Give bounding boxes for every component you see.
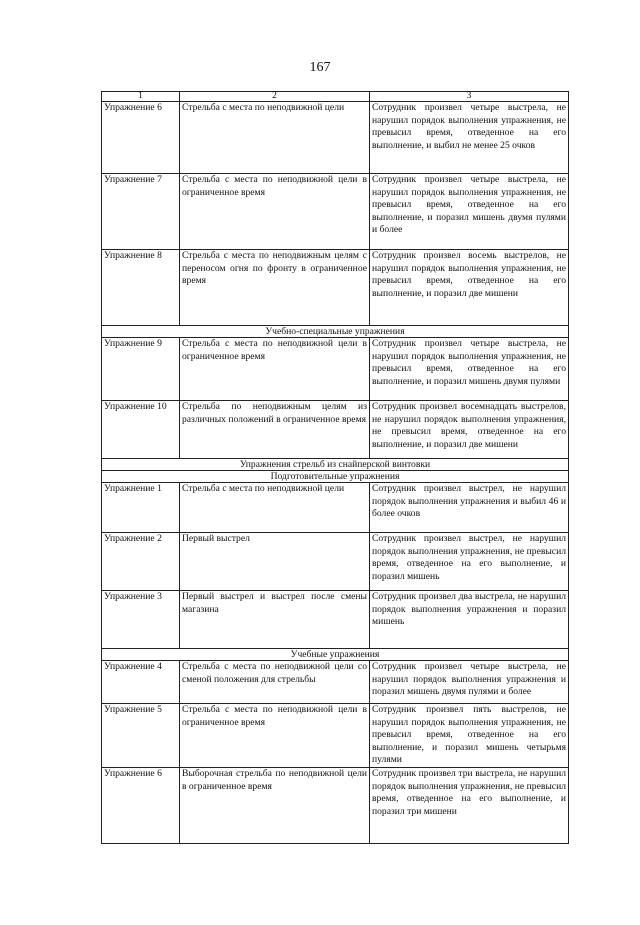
exercise-name: Упражнение 3	[102, 591, 180, 649]
exercise-description: Стрельба с места по неподвижной цели со сменой положения для стрельбы	[180, 661, 370, 704]
exercise-criteria: Сотрудник произвел четыре выстрела, не нарушил порядок выполнения упражнения, не превысил время, отведенное на его выполнение, и поразил мишень двумя пулями	[370, 338, 569, 401]
section-title: Учебные упражнения	[102, 649, 569, 661]
exercise-criteria: Сотрудник произвел выстрел, не нарушил порядок выполнения упражнения и выбил 46 и более очков	[370, 483, 569, 533]
exercise-description: Стрельба с места по неподвижной цели в ограниченное время	[180, 338, 370, 401]
column-number: 2	[180, 92, 370, 102]
exercise-description: Выборочная стрельба по неподвижной цели в ограниченное время	[180, 767, 370, 843]
exercise-name: Упражнение 2	[102, 533, 180, 591]
exercise-name: Упражнение 1	[102, 483, 180, 533]
table-row	[102, 338, 569, 401]
exercise-name: Упражнение 8	[102, 250, 180, 326]
exercise-name: Упражнение 4	[102, 661, 180, 704]
table-row	[102, 174, 569, 250]
exercise-description: Первый выстрел и выстрел после смены магазина	[180, 591, 370, 649]
section-title: Учебно-специальные упражнения	[102, 326, 569, 338]
exercise-description: Стрельба по неподвижным целям из различных положений в ограниченное время	[180, 401, 370, 459]
column-number-row	[102, 92, 569, 102]
exercise-criteria: Сотрудник произвел четыре выстрела, не нарушил порядок выполнения упражнения, не превысил время, отведенное на его выполнение, и поразил мишень двумя пулями и более	[370, 174, 569, 250]
exercise-criteria: Сотрудник произвел четыре выстрела, не нарушил порядок выполнения упражнения, не превысил время, отведенное на его выполнение, и выбил не менее 25 очков	[370, 102, 569, 174]
table-row	[102, 483, 569, 533]
exercise-name: Упражнение 9	[102, 338, 180, 401]
exercise-description: Стрельба с места по неподвижной цели в ограниченное время	[180, 174, 370, 250]
exercise-criteria: Сотрудник произвел пять выстрелов, не нарушил порядок выполнения упражнения, не превысил время, отведенное на его выполнение, и поразил мишень четырьмя пулями	[370, 704, 569, 768]
table-row	[102, 704, 569, 768]
exercise-table	[101, 91, 569, 844]
exercise-description: Стрельба с места по неподвижной цели	[180, 483, 370, 533]
table-row	[102, 533, 569, 591]
exercise-criteria: Сотрудник произвел три выстрела, не нарушил порядок выполнения упражнения, не превысил время, отведенное на его выполнение, и поразил три мишени	[370, 767, 569, 843]
exercise-criteria: Сотрудник произвел четыре выстрела, не нарушил порядок выполнения упражнения и поразил мишень двумя пулями и более	[370, 661, 569, 704]
column-number: 3	[370, 92, 569, 102]
section-title: Подготовительные упражнения	[102, 471, 569, 483]
section-title: Упражнения стрельб из снайперской винтовки	[102, 459, 569, 471]
table-row	[102, 591, 569, 649]
table-row	[102, 661, 569, 704]
column-number: 1	[102, 92, 180, 102]
exercise-description: Стрельба с места по неподвижным целям с переносом огня по фронту в ограниченное время	[180, 250, 370, 326]
exercise-criteria: Сотрудник произвел восемь выстрелов, не нарушил порядок выполнения упражнения, не превысил время, отведенное на его выполнение, и поразил две мишени	[370, 250, 569, 326]
exercise-name: Упражнение 5	[102, 704, 180, 768]
exercise-name: Упражнение 10	[102, 401, 180, 459]
exercise-name: Упражнение 6	[102, 767, 180, 843]
page-number: 167	[309, 60, 331, 75]
exercise-description: Стрельба с места по неподвижной цели в ограниченное время	[180, 704, 370, 768]
table-row	[102, 401, 569, 459]
exercise-criteria: Сотрудник произвел два выстрела, не нарушил порядок выполнения упражнения и поразил мишень	[370, 591, 569, 649]
exercise-description: Первый выстрел	[180, 533, 370, 591]
exercise-name: Упражнение 6	[102, 102, 180, 174]
exercise-criteria: Сотрудник произвел выстрел, не нарушил порядок выполнения упражнения, не превысил время, отведенное на его выполнение, и поразил мишень	[370, 533, 569, 591]
section-header-row	[102, 649, 569, 661]
section-header-row	[102, 471, 569, 483]
table-row	[102, 250, 569, 326]
exercise-description: Стрельба с места по неподвижной цели	[180, 102, 370, 174]
section-header-row	[102, 326, 569, 338]
exercise-criteria: Сотрудник произвел восемнадцать выстрелов, не нарушил порядок выполнения упражнения, не превысил время, отведенное на его выполнение, и поразил две мишени	[370, 401, 569, 459]
exercise-name: Упражнение 7	[102, 174, 180, 250]
section-header-row	[102, 459, 569, 471]
table-row	[102, 767, 569, 843]
table-row	[102, 102, 569, 174]
